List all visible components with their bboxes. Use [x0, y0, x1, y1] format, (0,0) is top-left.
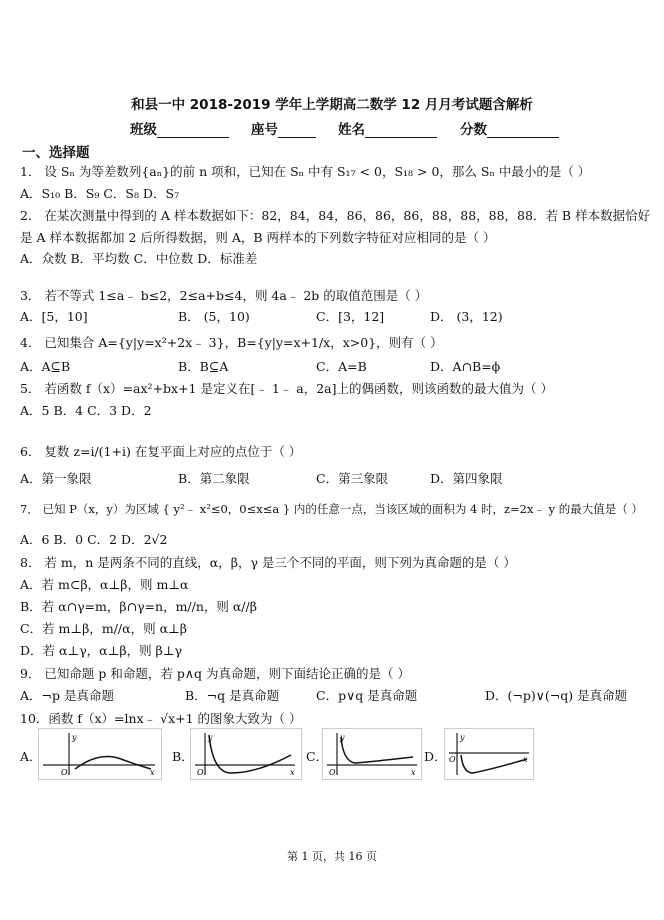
- question-6-option-a: A．第一象限: [20, 471, 92, 486]
- question-3-option-a: A．[5，10]: [20, 309, 88, 324]
- question-2-stem-line2: 是 A 样本数据都加 2 后所得数据，则 A，B 两样本的下列数字特征对应相同的是（ ）: [20, 230, 496, 245]
- question-8-option-c: C．若 m⊥β，m//α，则 α⊥β: [20, 621, 187, 636]
- seat-field: [251, 118, 316, 138]
- graph-d-x-label: x: [523, 755, 528, 764]
- question-9-option-d: D．(¬p)∨(¬q) 是真命题: [485, 688, 628, 703]
- graph-a-curve: [75, 757, 151, 769]
- graph-c-x-label: x: [411, 768, 416, 777]
- graph-a: [38, 728, 162, 780]
- question-6-option-c: C．第三象限: [316, 471, 389, 486]
- question-4-option-d: D．A∩B=ϕ: [430, 359, 501, 374]
- graph-c-curve: [341, 737, 413, 763]
- page-footer: 第 1 页，共 16 页: [287, 850, 377, 863]
- question-8-option-a: A．若 m⊂β，α⊥β，则 m⊥α: [20, 577, 189, 592]
- question-3-stem: 3． 若不等式 1≤a﹣ b≤2，2≤a+b≤4，则 4a﹣ 2b 的取值范围是（ ）: [20, 288, 428, 303]
- graph-b-y-label: y: [208, 733, 213, 742]
- graph-c: [322, 728, 422, 780]
- question-2-stem-line1: 2． 在某次测量中得到的 A 样本数据如下：82，84，84，86，86，86，88，88，88，88．若 B 样本数据恰好: [20, 208, 651, 223]
- question-1-options: A．S₁₀ B．S₉ C．S₈ D．S₇: [20, 186, 180, 201]
- graph-b-curve: [209, 735, 291, 773]
- graph-d-label: D．: [424, 749, 447, 764]
- graph-a-x-label: x: [150, 768, 155, 777]
- question-1-stem: 1． 设 Sₙ 为等差数列{aₙ}的前 n 项和，已知在 Sₙ 中有 S₁₇ < 0，S₁₈ > 0，那么 Sₙ 中最小的是（ ）: [20, 164, 591, 179]
- question-2-options: A．众数 B．平均数 C．中位数 D．标准差: [20, 251, 258, 266]
- question-3-option-b: B． (5，10): [178, 309, 250, 324]
- graph-d-origin: O: [449, 755, 456, 764]
- question-6-option-b: B．第二象限: [178, 471, 250, 486]
- question-3-option-c: C．[3，12]: [316, 309, 385, 324]
- question-9-option-b: B．¬q 是真命题: [185, 688, 280, 703]
- seat-label: 座号: [251, 122, 278, 138]
- graph-c-origin: O: [329, 768, 336, 777]
- question-5-options: A．5 B．4 C．3 D．2: [20, 403, 152, 418]
- question-8-stem: 8． 若 m，n 是两条不同的直线，α，β，γ 是三个不同的平面，则下列为真命题的是（ ）: [20, 555, 516, 570]
- graph-c-y-label: y: [340, 733, 345, 742]
- question-9-option-c: C．p∨q 是真命题: [316, 688, 418, 703]
- question-4-option-c: C．A=B: [316, 359, 367, 374]
- page-title: 和县一中 2018-2019 学年上学期高二数学 12 月月考试题含解析: [131, 97, 533, 113]
- question-6-stem: 6． 复数 z=i/(1+i) 在复平面上对应的点位于（ ）: [20, 444, 302, 459]
- question-3-option-d: D． (3，12): [430, 309, 503, 324]
- name-label: 姓名: [338, 122, 365, 138]
- graph-d: [444, 728, 534, 780]
- graph-a-y-label: y: [72, 733, 77, 742]
- question-8-option-b: B．若 α∩γ=m，β∩γ=n，m//n，则 α//β: [20, 599, 257, 614]
- graph-a-origin: O: [61, 768, 68, 777]
- graph-b: [190, 728, 302, 780]
- class-label: 班级: [130, 122, 157, 138]
- graph-b-origin: O: [197, 768, 204, 777]
- score-field: [460, 118, 559, 138]
- question-9-stem: 9． 已知命题 p 和命题，若 p∧q 为真命题，则下面结论正确的是（ ）: [20, 666, 410, 681]
- graph-d-y-label: y: [460, 733, 465, 742]
- name-field: [338, 118, 437, 138]
- question-8-option-d: D．若 α⊥γ，α⊥β，则 β⊥γ: [20, 643, 183, 658]
- score-blank[interactable]: [487, 123, 559, 138]
- question-4-option-a: A．A⊆B: [20, 359, 71, 374]
- question-7-stem: 7． 已知 P（x，y）为区域 { y²﹣ x²≤0，0≤x≤a } 内的任意一点，当该区域的面积为 4 时，z=2x﹣ y 的最大值是（ ）: [20, 502, 643, 516]
- question-5-stem: 5． 若函数 f（x）=ax²+bx+1 是定义在[﹣ 1﹣ a，2a]上的偶函数，则该函数的最大值为（ ）: [20, 381, 553, 396]
- class-blank[interactable]: [157, 123, 229, 138]
- question-4-stem: 4． 已知集合 A={y|y=x²+2x﹣ 3}，B={y|y=x+1/x，x>0}，则有（ ）: [20, 335, 443, 350]
- graph-b-label: B．: [172, 749, 194, 764]
- question-4-option-b: B．B⊆A: [178, 359, 229, 374]
- question-7-options: A．6 B．0 C．2 D．2√2: [20, 532, 168, 547]
- graph-c-label: C．: [306, 749, 329, 764]
- graph-b-x-label: x: [290, 768, 295, 777]
- score-label: 分数: [460, 122, 487, 138]
- question-6-option-d: D．第四象限: [430, 471, 503, 486]
- section-title: 一、选择题: [22, 145, 90, 161]
- question-10-stem: 10．函数 f（x）=lnx﹣ √x+1 的图象大致为（ ）: [20, 711, 302, 726]
- seat-blank[interactable]: [278, 123, 316, 138]
- question-9-option-a: A．¬p 是真命题: [20, 688, 114, 703]
- class-field: [130, 118, 229, 138]
- graph-d-curve: [461, 755, 527, 773]
- name-blank[interactable]: [365, 123, 437, 138]
- graph-a-label: A．: [20, 749, 42, 764]
